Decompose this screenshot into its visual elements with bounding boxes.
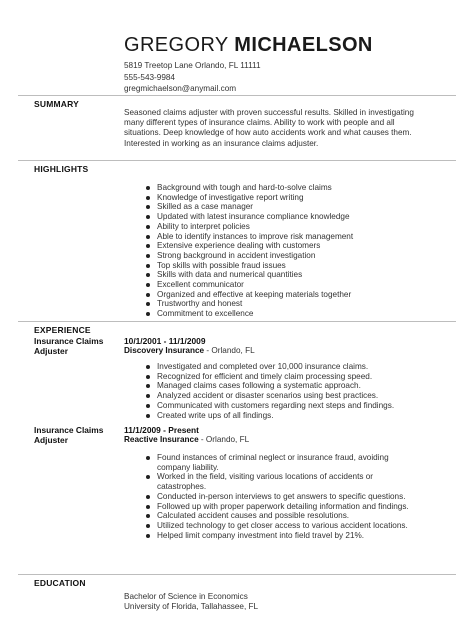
list-item: Skilled as a case manager [144,202,353,212]
list-item: Top skills with possible fraud issues [144,261,353,271]
list-item: Excellent communicator [144,280,353,290]
list-item: Helped limit company investment into field travel by 21%. [144,531,416,541]
section-divider [18,321,456,322]
list-item: Found instances of criminal neglect or insurance fraud, avoiding company liability. [144,453,416,472]
list-item: Extensive experience dealing with customers [144,241,353,251]
education-school: University of Florida, Tallahassee, FL [124,602,259,611]
list-item: Managed claims cases following a systematic approach. [144,381,444,391]
list-item: Utilized technology to get closer access to various accident locations. [144,521,416,531]
list-item: Knowledge of investigative report writing [144,193,353,203]
job-employer [124,435,249,444]
list-item: Analyzed accident or disaster scenarios using best practices. [144,391,444,401]
contact-info [124,60,261,95]
candidate-name [124,34,373,57]
list-item: Updated with latest insurance compliance knowledge [144,212,353,222]
list-item: Calculated accident causes and possible resolutions. [144,511,416,521]
list-item: Worked in the field, visiting various locations of accidents or catastrophes. [144,472,416,491]
job-bullets [144,362,444,420]
experience-heading: EXPERIENCE [34,325,91,335]
list-item: Recognized for efficient and timely claim processing speed. [144,372,444,382]
company-name: Discovery Insurance [124,346,205,355]
job-employer [124,346,255,355]
list-item: Trustworthy and honest [144,299,353,309]
list-item: Strong background in accident investigation [144,251,353,261]
last-name: MICHAELSON [234,34,373,56]
job-dates: 10/1/2001 - 11/1/2009 [124,336,206,346]
address: 5819 Treetop Lane Orlando, FL 11111 [124,61,261,70]
summary-text: Seasoned claims adjuster with proven successful results. Skilled in investigating many different types of insurance claims. Ability to work with people and all situations. Deep knowledge of how auto accidents work and what causes them. Interested in working as an insurance claims adjuster. [124,108,414,148]
company-location: - Orlando, FL [198,435,250,444]
highlights-list [144,183,353,319]
first-name: GREGORY [124,34,229,56]
list-item: Organized and effective at keeping materials together [144,290,353,300]
list-item: Ability to interpret policies [144,222,353,232]
list-item: Created write ups of all findings. [144,411,444,421]
job-title: Insurance Claims Adjuster [34,425,104,445]
job-title: Insurance Claims Adjuster [34,336,104,356]
section-divider [18,95,456,96]
list-item: Able to identify instances to improve risk management [144,232,353,242]
summary-heading: SUMMARY [34,99,79,109]
email: gregmichaelson@anymail.com [124,84,237,94]
education-heading: EDUCATION [34,578,86,588]
education-degree: Bachelor of Science in Economics [124,592,248,601]
list-item: Communicated with customers regarding next steps and findings. [144,401,444,411]
section-divider [18,574,456,575]
list-item: Investigated and completed over 10,000 insurance claims. [144,362,444,372]
highlights-heading: HIGHLIGHTS [34,164,89,174]
company-location: - Orlando, FL [204,346,255,355]
company-name: Reactive Insurance [124,435,199,444]
list-item: Conducted in-person interviews to get answers to specific questions. [144,492,416,502]
section-divider [18,160,456,161]
phone: 555-543-9984 [124,72,175,82]
job-bullets [144,453,416,540]
list-item: Commitment to excellence [144,309,353,319]
list-item: Followed up with proper paperwork detailing information and findings. [144,502,416,512]
list-item: Background with tough and hard-to-solve claims [144,183,353,193]
job-dates: 11/1/2009 - Present [124,425,199,435]
list-item: Skills with data and numerical quantities [144,270,353,280]
